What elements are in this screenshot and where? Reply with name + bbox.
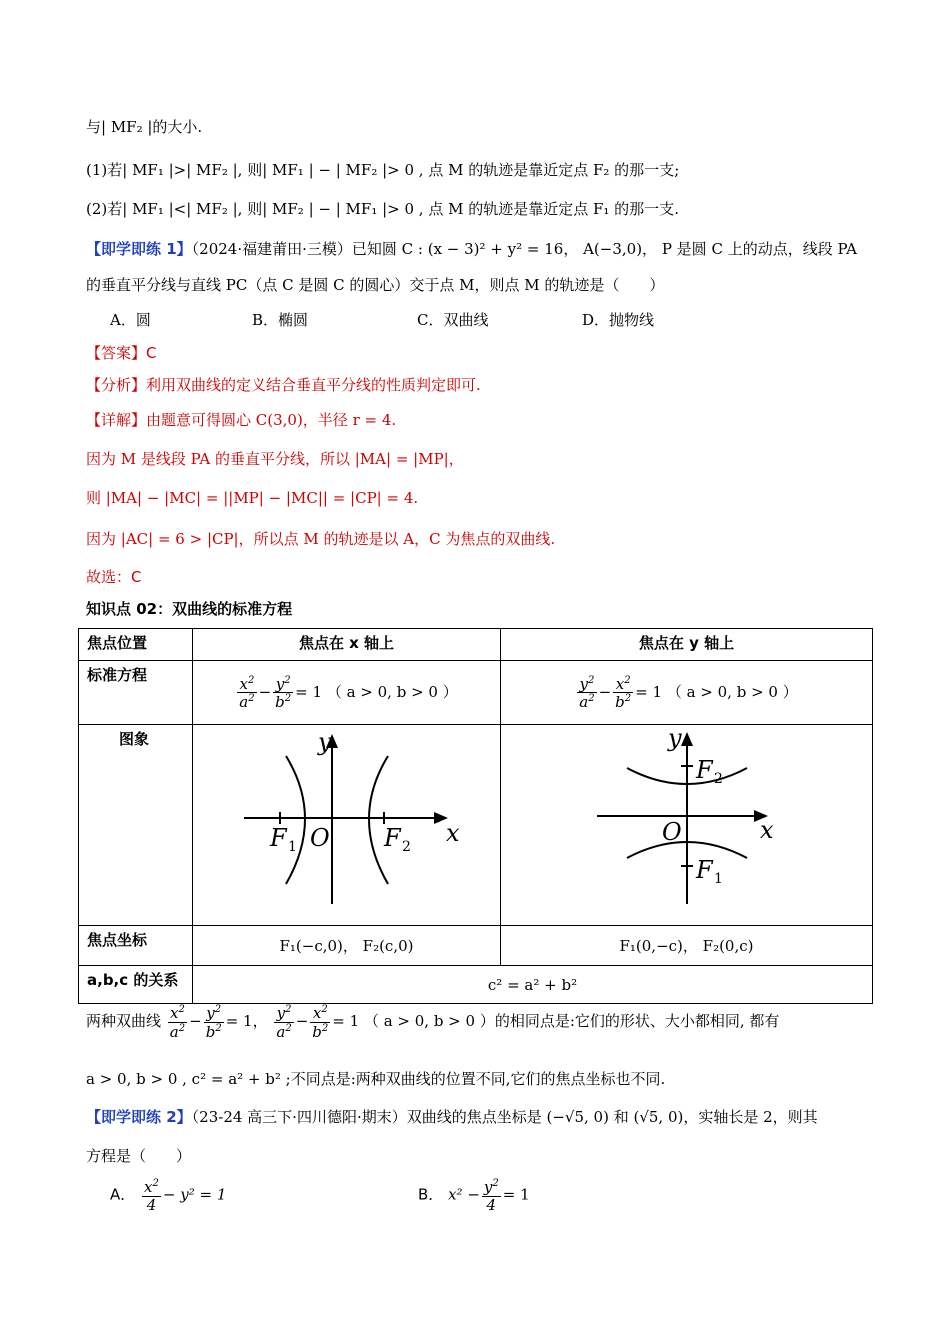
y-axis-arrow — [681, 732, 693, 746]
summary-line-1: 两种双曲线 $\frac{x^2}{a^2}$ − $\frac{y^2}{b^2}$ = 1， $\frac{y^2}{a^2}$ − $\frac{x^2}{b^2}$ = 1 （ a > 0, b > 0 ）的相同点是:它们的形状、大小都相同, 都有 — [86, 1004, 780, 1041]
summary-text-c: （ a > 0, b > 0 ）的相同点是:它们的形状、大小都相同, 都有 — [363, 1012, 780, 1030]
right-branch — [369, 756, 388, 884]
ex1-analysis: 【分析】利用双曲线的定义结合垂直平分线的性质判定即可. — [86, 376, 481, 394]
header-y-axis: 焦点在 y 轴上 — [501, 629, 873, 661]
label-standard-equation: 标准方程 — [79, 661, 193, 725]
f1-subscript: 1 — [714, 871, 723, 887]
origin-label: O — [310, 824, 330, 852]
f2-label: F — [696, 756, 713, 784]
ex1-conclusion: 故选：C — [86, 568, 142, 586]
f2-subscript: 2 — [402, 839, 411, 855]
section-title: 知识点 02：双曲线的标准方程 — [86, 600, 293, 618]
summary-text-b: ， — [252, 1012, 268, 1030]
ex1-answer: 【答案】C — [86, 344, 157, 362]
ex2-option-a: A． $\frac{x^2}{4}$ − y² = 1 — [110, 1178, 227, 1214]
graph-y-cell — [501, 725, 873, 926]
ex2-option-b: B． x² − $\frac{y^2}{4}$ = 1 — [418, 1178, 530, 1214]
x-label: x — [760, 816, 774, 844]
ex2-tag: 【即学即练 2】 — [86, 1108, 192, 1126]
left-branch — [286, 756, 305, 884]
ex2-line1 — [86, 1106, 818, 1127]
graph-y-foci — [502, 726, 871, 920]
ex1-text1: （2024·福建莆田·三模）已知圆 C : (x − 3)² + y² = 16， A(−3,0)， P 是圆 C 上的动点，线段 PA — [191, 240, 858, 258]
f1-label: F — [270, 824, 287, 852]
graph-x-foci — [194, 726, 499, 920]
label-foci-coordinates: 焦点坐标 — [79, 926, 193, 966]
header-x-axis: 焦点在 x 轴上 — [193, 629, 501, 661]
relationship: c² = a² + b² — [193, 966, 873, 1004]
option-a-label: A． — [110, 1185, 136, 1204]
option-c: C．双曲线 — [417, 311, 489, 329]
header-position: 焦点位置 — [79, 629, 193, 661]
f2-subscript: 2 — [714, 771, 723, 787]
summary-text-a: 两种双曲线 — [86, 1012, 162, 1030]
equation-y: $\frac{y^2}{a^2}$ − $\frac{x^2}{b^2}$ = 1 （ a > 0, b > 0 ） — [501, 661, 873, 725]
y-label: y — [318, 728, 332, 756]
foci-x: F₁(−c,0)， F₂(c,0) — [193, 926, 501, 966]
ex1-tag: 【即学即练 1】 — [86, 240, 192, 258]
option-d: D．抛物线 — [582, 311, 655, 329]
case-1: (1)若| MF₁ |>| MF₂ |, 则| MF₁ | − | MF₂ |> 0 , 点 M 的轨迹是靠近定点 F₂ 的那一支; — [86, 161, 680, 179]
ex2-text2: 方程是（ ） — [86, 1147, 192, 1165]
option-a-tail: − y² = 1 — [162, 1185, 227, 1204]
x-label: x — [446, 819, 460, 847]
f2-label: F — [384, 824, 401, 852]
option-b-head: x² − — [448, 1185, 480, 1204]
equation-x-condition: （ a > 0, b > 0 ） — [326, 682, 458, 701]
f1-subscript: 1 — [288, 839, 297, 855]
ex1-detail-1: 【详解】由题意可得圆心 C(3,0)，半径 r = 4. — [86, 411, 397, 429]
foci-y: F₁(0,−c)， F₂(0,c) — [501, 926, 873, 966]
hyperbola-table — [78, 628, 873, 1004]
option-a: A．圆 — [110, 311, 151, 329]
option-b-label: B． — [418, 1185, 444, 1204]
option-b: B．椭圆 — [252, 311, 309, 329]
ex1-text2: 的垂直平分线与直线 PC（点 C 是圆 C 的圆心）交于点 M，则点 M 的轨迹是（ ） — [86, 276, 665, 294]
y-label: y — [668, 726, 682, 752]
ex2-text1: （23-24 高三下·四川德阳·期末）双曲线的焦点坐标是 (−√5, 0) 和 (√5, 0)，实轴长是 2，则其 — [191, 1108, 818, 1126]
case-2: (2)若| MF₁ |<| MF₂ |, 则| MF₂ | − | MF₁ |> 0 , 点 M 的轨迹是靠近定点 F₁ 的那一支. — [86, 200, 679, 218]
ex1-detail-2: 因为 M 是线段 PA 的垂直平分线，所以 |MA| = |MP|， — [86, 450, 464, 468]
ex1-detail-4: 因为 |AC| = 6 > |CP|，所以点 M 的轨迹是以 A，C 为焦点的双曲线. — [86, 530, 556, 548]
ex1-detail-3: 则 |MA| − |MC| = ||MP| − |MC|| = |CP| = 4. — [86, 489, 419, 507]
intro-line: 与| MF₂ |的大小. — [86, 118, 203, 136]
ex1-line1 — [86, 238, 857, 259]
label-relationship: a,b,c 的关系 — [79, 966, 193, 1004]
label-graph: 图象 — [79, 725, 193, 926]
origin-label: O — [662, 818, 682, 846]
f1-label: F — [696, 856, 713, 884]
equation-y-condition: （ a > 0, b > 0 ） — [666, 682, 798, 701]
graph-x-cell — [193, 725, 501, 926]
summary-line-2: a > 0, b > 0 , c² = a² + b² ;不同点是:两种双曲线的位置不同,它们的焦点坐标也不同. — [86, 1070, 666, 1088]
option-b-tail: = 1 — [502, 1185, 530, 1204]
equation-x: $\frac{x^2}{a^2}$ − $\frac{y^2}{b^2}$ = 1 （ a > 0, b > 0 ） — [193, 661, 501, 725]
